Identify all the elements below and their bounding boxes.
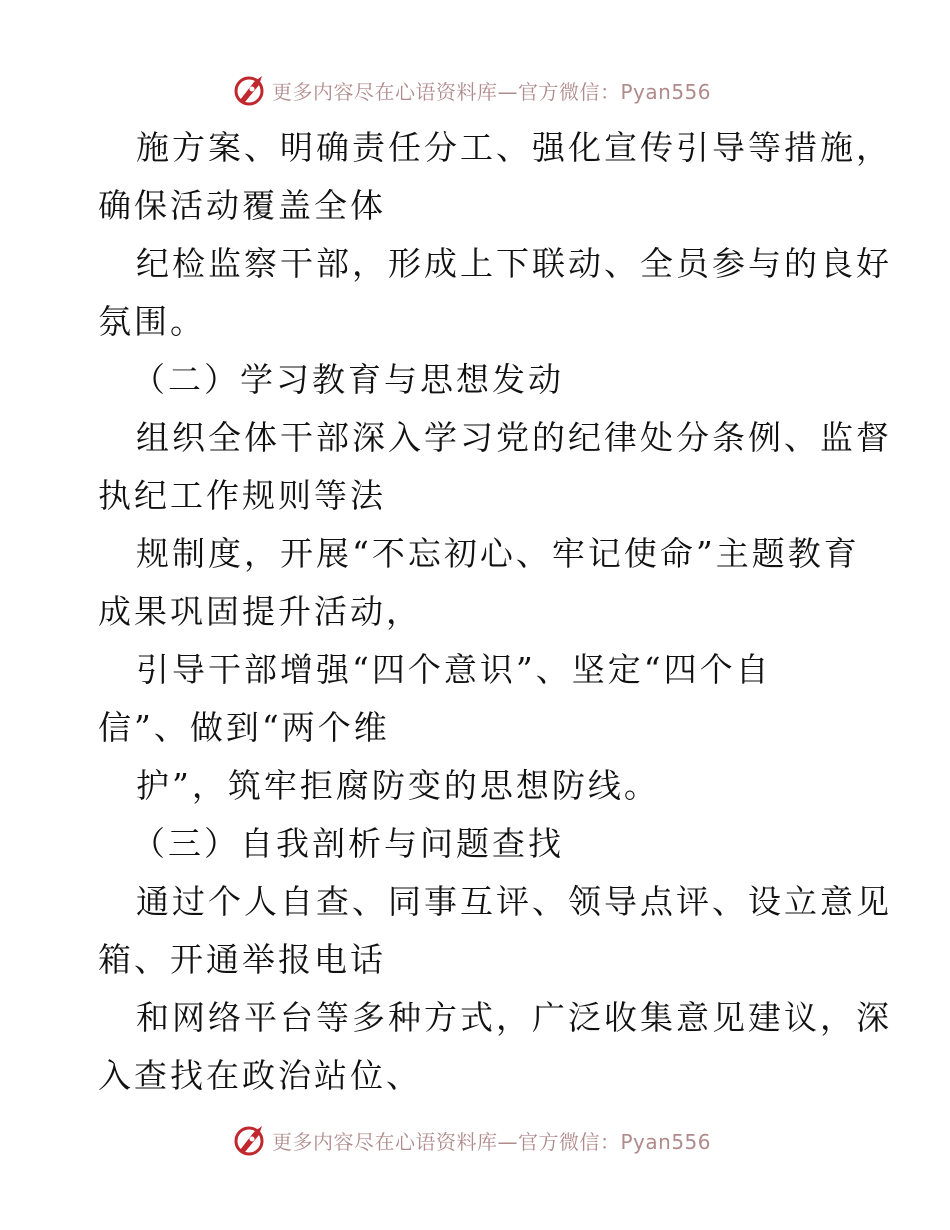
text-line: 组织全体干部深入学习党的纪律处分条例、监督 (136, 418, 892, 457)
text-line: 通过个人自查、同事互评、领导点评、设立意见 (136, 882, 892, 921)
footer-banner (232, 1122, 711, 1158)
text-line: 纪检监察干部，形成上下联动、全员参与的良好 (136, 244, 892, 283)
section-heading: （三）自我剖析与问题查找 (132, 824, 564, 863)
header-banner (232, 72, 711, 108)
text-line: 确保活动覆盖全体 (98, 186, 386, 225)
section-heading: （二）学习教育与思想发动 (132, 360, 564, 399)
pen-nib-logo-icon (232, 72, 268, 108)
text-line: 引导干部增强“四个意识”、坚定“四个自 (136, 650, 772, 689)
text-line: 信”、做到“两个维 (98, 708, 390, 747)
banner-text: 更多内容尽在心语资料库—官方微信：Pyan556 (272, 79, 712, 104)
text-line: 规制度，开展“不忘初心、牢记使命”主题教育 (136, 534, 860, 573)
text-line: 和网络平台等多种方式，广泛收集意见建议，深 (136, 998, 892, 1037)
text-line: 施方案、明确责任分工、强化宣传引导等措施， (136, 128, 892, 167)
text-line: 护”，筑牢拒腐防变的思想防线。 (136, 766, 660, 805)
text-line: 入查找在政治站位、 (98, 1056, 422, 1095)
text-line: 箱、开通举报电话 (98, 940, 386, 979)
text-line: 执纪工作规则等法 (98, 476, 386, 515)
text-line: 成果巩固提升活动， (98, 592, 422, 631)
text-line: 氛围。 (98, 302, 206, 341)
banner-text: 更多内容尽在心语资料库—官方微信：Pyan556 (272, 1129, 712, 1154)
pen-nib-logo-icon (232, 1122, 268, 1158)
